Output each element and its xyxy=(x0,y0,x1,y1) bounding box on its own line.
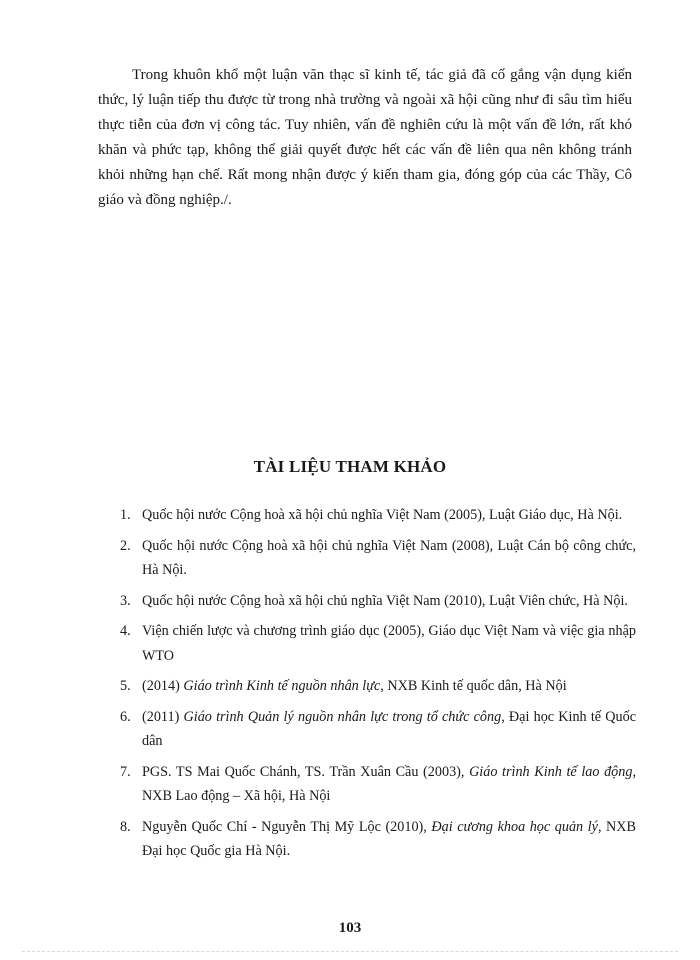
reference-text-tail: , NXB Kinh tế quốc dân, Hà Nội xyxy=(380,678,567,694)
reference-item xyxy=(98,674,636,699)
reference-text: Quốc hội nước Cộng hoà xã hội chủ nghĩa Việt Nam (2008), Luật Cán bộ công chức, Hà Nội. xyxy=(142,537,636,578)
reference-item xyxy=(98,705,636,754)
reference-text-tail: , NXB Đại học Quốc gia Hà Nội. xyxy=(142,818,636,859)
reference-number: 8. xyxy=(120,818,131,835)
reference-text-tail: , Đại học Kinh tế Quốc dân xyxy=(142,708,636,749)
reference-title-italic: Đại cương khoa học quản lý xyxy=(431,818,598,835)
page-number: 103 xyxy=(338,920,362,936)
references-title: TÀI LIỆU THAM KHẢO xyxy=(253,457,447,476)
reference-text: (2011) xyxy=(142,708,184,725)
reference-number: 1. xyxy=(120,507,131,523)
reference-text: Quốc hội nước Cộng hoà xã hội chủ nghĩa Việt Nam (2005), Luật Giáo dục, Hà Nội. xyxy=(142,507,623,523)
reference-title-italic: Giáo trình Quản lý nguồn nhân lực trong tổ chức công xyxy=(183,708,502,725)
reference-number: 7. xyxy=(120,763,131,780)
reference-title-italic: Giáo trình Kinh tế lao động xyxy=(469,763,633,780)
reference-number: 2. xyxy=(120,537,131,554)
reference-number: 4. xyxy=(120,623,131,639)
reference-text: PGS. TS Mai Quốc Chánh, TS. Trần Xuân Cầu (2003), xyxy=(142,763,470,780)
reference-text-tail: , NXB Lao động – Xã hội, Hà Nội xyxy=(142,763,637,804)
reference-text: Quốc hội nước Cộng hoà xã hội chủ nghĩa Việt Nam (2010), Luật Viên chức, Hà Nội. xyxy=(142,592,628,609)
reference-item xyxy=(98,760,636,809)
page-bottom-divider xyxy=(22,951,678,952)
reference-number: 6. xyxy=(120,708,131,725)
reference-item xyxy=(98,815,636,864)
reference-item xyxy=(98,589,636,614)
reference-item xyxy=(98,503,636,528)
reference-text: Nguyễn Quốc Chí - Nguyễn Thị Mỹ Lộc (2010), xyxy=(142,818,432,835)
intro-paragraph: Trong khuôn khổ một luận văn thạc sĩ kinh tế, tác giả đã cố gắng vận dụng kiến thức, lý luận tiếp thu được từ trong nhà trường và ngoài xã hội cũng như đi sâu tìm hiểu thực tiễn của đơn vị công tác. Tuy nhiên, vấn đề nghiên cứu là một vấn đề lớn, rất khó khăn và phức tạp, không thể giải quyết được hết các vấn đề liên qua nên không tránh khỏi những hạn chế. Rất mong nhận được ý kiến tham gia, đóng góp của các Thầy, Cô giáo và đồng nghiệp./. xyxy=(98,67,632,208)
reference-number: 5. xyxy=(120,678,131,694)
reference-text: Viện chiến lược và chương trình giáo dục (2005), Giáo dục Việt Nam và việc gia nhập WTO xyxy=(142,623,636,664)
reference-title-italic: Giáo trình Kinh tế nguồn nhân lực xyxy=(183,678,381,694)
reference-number: 3. xyxy=(120,592,131,609)
references-list xyxy=(98,503,636,870)
reference-item xyxy=(98,534,636,583)
reference-text: (2014) xyxy=(142,678,184,694)
reference-item xyxy=(98,619,636,668)
